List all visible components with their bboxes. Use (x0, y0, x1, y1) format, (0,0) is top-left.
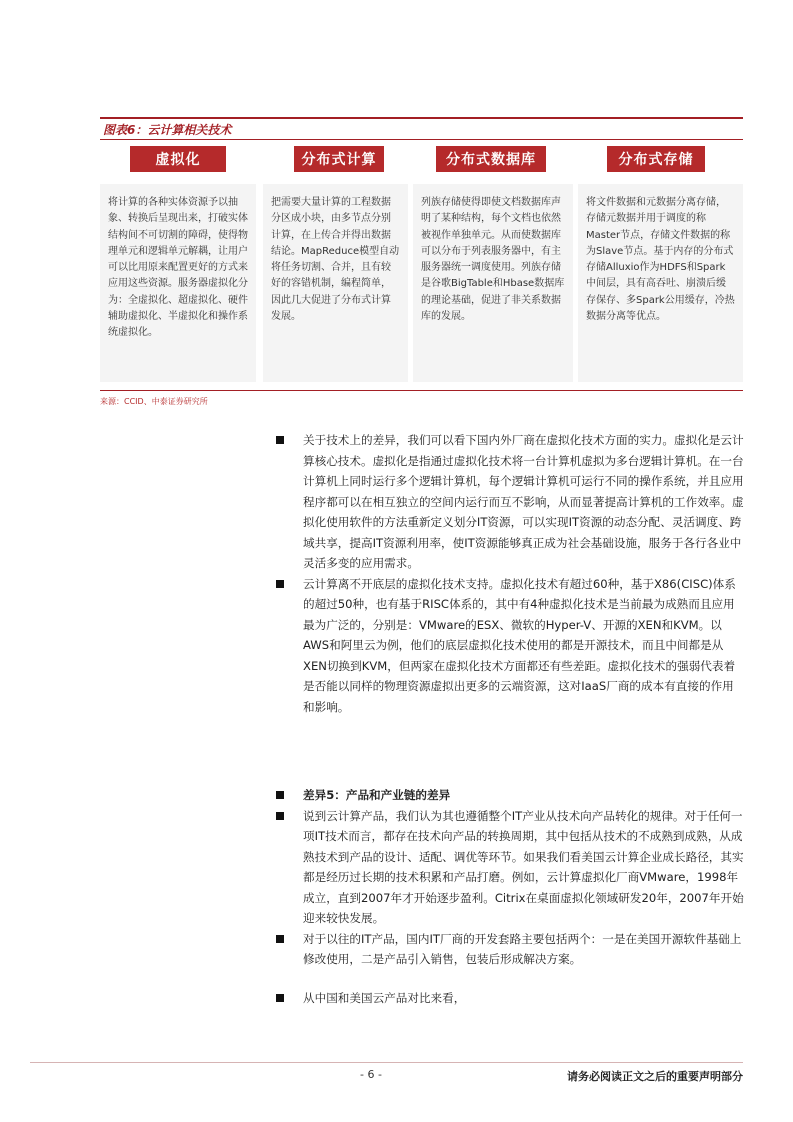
paragraph (276, 430, 744, 574)
column-text: 列族存储使得即使文档数据库声明了某种结构，每个文档也依然被视作单独单元。从而使数据库可以分布于列表服务器中，有主服务器统一调度使用。列族存储是谷歌BigTable和Hbase数据库的理论基础，促进了非关系数据库的发展。 (421, 197, 565, 323)
paragraph (276, 988, 744, 1009)
paragraph-text: 云计算离不开底层的虚拟化技术支持。虚拟化技术有超过60种，基于X86(CISC)体系的超过50种，也有基于RISC体系的，其中有4种虚拟化技术是当前最为成熟而且应用最为广泛的，分别是：VMware的ESX、微软的Hyper-V、开源的XEN和KVM。以AWS和阿里云为例，他们的底层虚拟化技术使用的都是开源技术，而且中间都是从XEN切换到KVM，但两家在虚拟化技术方面都还有些差距。虚拟化技术的强弱代表着是否能以同样的物理资源虚拟出更多的云端资源，这对IaaS厂商的成本有直接的作用和影响。 (303, 576, 736, 714)
paragraph-text: 从中国和美国云产品对比来看， (303, 990, 466, 1005)
paragraph-text: 对于以往的IT产品，国内IT厂商的开发套路主要包括两个：一是在美国开源软件基础上修改使用，二是产品引入销售，包装后形成解决方案。 (303, 931, 742, 966)
bullet-icon (276, 791, 284, 799)
column-text-distributed-computing (263, 184, 408, 382)
paragraph (276, 929, 744, 970)
column-header-virtualization: 虚拟化 (130, 146, 226, 172)
column-text-distributed-database (413, 184, 573, 382)
footer-disclaimer: 请务必阅读正文之后的重要声明部分 (567, 1070, 743, 1083)
paragraph (276, 806, 744, 929)
column-header-distributed-database: 分布式数据库 (436, 146, 546, 172)
bullet-icon (276, 580, 284, 588)
bullet-icon (276, 935, 284, 943)
section-heading-text: 差异5：产品和产业链的差异 (303, 788, 451, 802)
bullet-icon (276, 994, 284, 1002)
body-block-1 (276, 430, 744, 717)
bullet-icon (276, 436, 284, 444)
body-block-2 (276, 785, 744, 1008)
paragraph (276, 574, 744, 718)
paragraph-text: 关于技术上的差异，我们可以看下国内外厂商在虚拟化技术方面的实力。虚拟化是云计算核心技术。虚拟化是指通过虚拟化技术将一台计算机虚拟为多台逻辑计算机。在一台计算机上同时运行多个逻辑计算机，每个逻辑计算机可运行不同的操作系统，并且应用程序都可以在相互独立的空间内运行而互不影响，从而显著提高计算机的工作效率。虚拟化使用软件的方法重新定义划分IT资源，可以实现IT资源的动态分配、灵活调度、跨域共享，提高IT资源利用率，使IT资源能够真正成为社会基础设施，服务于各行各业中灵活多变的应用需求。 (303, 433, 744, 570)
column-text: 将文件数据和元数据分离存储，存储元数据并用于调度的称Master节点，存储文件数据的称为Slave节点。基于内存的分布式存储Alluxio作为HDFS和Spark中间层，具有高吞吐、崩溃后缓存保存、多Spark公用缓存，冷热数据分离等优点。 (586, 197, 735, 323)
figure-title: 图表6：云计算相关技术 (103, 123, 232, 137)
column-header-distributed-storage: 分布式存储 (607, 146, 705, 172)
figure-source: 来源：CCID、中泰证券研究所 (100, 397, 208, 406)
figure-title-rule (100, 139, 743, 140)
column-text: 将计算的各种实体资源予以抽象、转换后呈现出来，打破实体结构间不可切割的障碍，使得物理单元和逻辑单元解耦，让用户可以比用原来配置更好的方式来应用这些资源。服务器虚拟化分为：全虚拟化、超虚拟化、硬件辅助虚拟化、半虚拟化和操作系统虚拟化。 (108, 197, 248, 339)
bullet-icon (276, 812, 284, 820)
column-text-distributed-storage (578, 184, 743, 382)
page-number: - 6 - (360, 1068, 382, 1081)
paragraph-text: 说到云计算产品，我们认为其也遵循整个IT产业从技术向产品转化的规律。对于任何一项IT技术而言，都存在技术向产品的转换周期，其中包括从技术的不成熟到成熟，从成熟技术到产品的设计、适配、调优等环节。如果我们看美国云计算企业成长路径，其实都是经历过长期的技术积累和产品打磨。例如，云计算虚拟化厂商VMware，1998年成立，直到2007年才开始逐步盈利。Citrix在桌面虚拟化领域研发20年，2007年开始迎来较快发展。 (303, 808, 744, 925)
column-text: 把需要大量计算的工程数据分区成小块，由多节点分别计算，在上传合并得出数据结论。MapReduce模型自动将任务切割、合并，且有较好的容错机制，编程简单，因此几大促进了分布式计算发展。 (271, 197, 400, 323)
section-heading (276, 785, 744, 806)
column-text-virtualization (100, 184, 256, 382)
column-header-distributed-computing: 分布式计算 (294, 146, 384, 172)
figure-bottom-rule (100, 390, 743, 391)
footer-rule (30, 1062, 743, 1063)
